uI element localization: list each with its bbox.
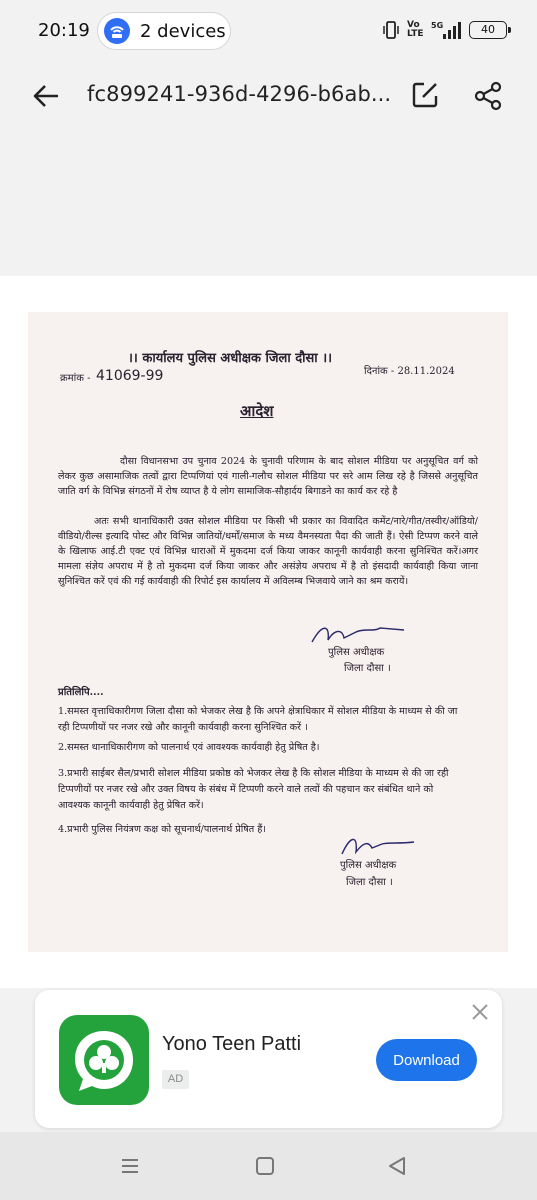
signal-icon <box>431 20 461 40</box>
ad-app-name[interactable]: Yono Teen Patti <box>162 1033 302 1055</box>
share-icon[interactable] <box>472 80 504 112</box>
status-icons <box>383 18 507 42</box>
reference-prefix: क्रमांक - <box>60 373 91 384</box>
paragraph-1: दौसा विधानसभा उप चुनाव 2024 के चुनावी परिणाम के बाद सोशल मीडिया पर अनुसूचित वर्ग को लेकर कुछ असामाजिक तत्वों द्वारा टिप्पणियां एवं गाली-गलौच सोशल मीडिया पर सरे आम लिख रहे है जिससे अनुसूचित जाति वर्ग के विभिन्न संगठनों में रोष व्याप्त है ये लोग सामाजिक-सौहार्दय बिगाडने का कार्य कर रहे है <box>58 456 478 497</box>
document-date: दिनांक - 28.11.2024 <box>364 366 455 377</box>
teen-patti-app-icon[interactable] <box>59 1015 149 1105</box>
status-time: 20:19 <box>38 20 90 41</box>
recents-icon[interactable] <box>118 1154 142 1178</box>
copy-item-2: 2.समस्त थानाधिकारीगण को पालनार्थ एवं आवश्यक कार्यवाही हेतु प्रेषित है। <box>58 742 320 753</box>
paragraph-2: अतः सभी थानाधिकारी उक्त सोशल मीडिया पर किसी भी प्रकार का विवादित कमेंट/नारे/गीत/तस्वीर/ऑडियो/वीडियो/रील्स इत्यादि पोस्ट और विभिन्न जातियों/धर्मों/समाज के मध्य वैमनस्यता पैदा की जाती हैं। ऐसी टिप्पण करने वाले के खिलाफ आई.टी एक्ट एवं विभिन्न धाराओं में मुकदमा दर्ज किया जाकर कानूनी कार्यवाही करना सुनिश्चित करें।अगर मामला संज्ञेय अपराध में है तो मुकदमा दर्ज किया जाकर और असंज्ञेय अपराध में है तो इंसदादी कार्यवाही किया जाना सुनिश्चित करें एवं की गई कार्यवाही की रिपोर्ट इस कार्यालय में अविलम्ब भिजवाये जाने का श्रम करायें। <box>58 516 478 587</box>
order-heading: आदेश <box>240 402 274 420</box>
ad-badge: AD <box>162 1070 189 1089</box>
file-title: fc899241-936d-4296-b6ab... <box>87 82 392 106</box>
back-icon[interactable] <box>385 1154 409 1178</box>
signature-2-title: पुलिस अधीक्षक <box>340 860 397 871</box>
vibrate-icon <box>383 20 399 40</box>
office-title: ।। कार्यालय पुलिस अधीक्षक जिला दौसा ।। <box>128 351 333 366</box>
document-viewer[interactable] <box>0 276 537 988</box>
signature-2-scribble <box>338 830 418 860</box>
back-arrow-icon[interactable] <box>30 80 62 112</box>
copy-item-1: 1.समस्त वृत्ताधिकारीगण जिला दौसा को भेजकर लेख है कि अपने क्षेत्राधिकार में सोशल मीडिया के माध्यम से की जा रही टिप्पणीयों पर नजर रखे और कानूनी कार्यवाही करना सुनिश्चित करें । <box>58 706 458 733</box>
battery-icon: 40 <box>469 21 507 39</box>
ad-banner[interactable] <box>35 990 502 1128</box>
close-icon[interactable] <box>470 1002 490 1022</box>
hotspot-icon <box>104 18 130 44</box>
download-button[interactable]: Download <box>376 1039 477 1081</box>
system-nav-bar <box>0 1132 537 1200</box>
devices-label: 2 devices <box>140 21 226 42</box>
app-bar <box>0 64 537 128</box>
edit-icon[interactable] <box>410 80 440 110</box>
signature-1-place: जिला दौसा । <box>344 663 391 674</box>
signature-1-title: पुलिस अधीक्षक <box>328 647 385 658</box>
reference-number: 41069-99 <box>96 368 164 384</box>
status-bar <box>0 0 537 64</box>
signature-2-place: जिला दौसा । <box>346 877 393 888</box>
network-type-label: 5G <box>431 21 444 30</box>
document-page <box>28 312 508 952</box>
viewer-background <box>0 128 537 276</box>
volte-icon: Vo LTE <box>407 20 424 39</box>
copy-item-4: 4.प्रभारी पुलिस नियंत्रण कक्ष को सूचनार्थ/पालनार्थ प्रेषित हैं। <box>58 824 267 835</box>
copy-item-3: 3.प्रभारी साईबर सैल/प्रभारी सोशल मीडिया प्रकोष्ठ को भेजकर लेख है कि सोशल मीडिया के माध्यम से की जा रही टिप्पणीयों पर नजर रखे और उक्त विषय के संबंध में टिप्पणी करने वाले तत्वों की पहचान कर संबंधित थाने को आवश्यक कानूनी कार्यवाही हेतु प्रेषित करें। <box>58 768 449 811</box>
connected-devices-chip[interactable] <box>97 12 231 50</box>
copy-heading: प्रतिलिपि.... <box>58 687 104 698</box>
home-icon[interactable] <box>253 1154 277 1178</box>
